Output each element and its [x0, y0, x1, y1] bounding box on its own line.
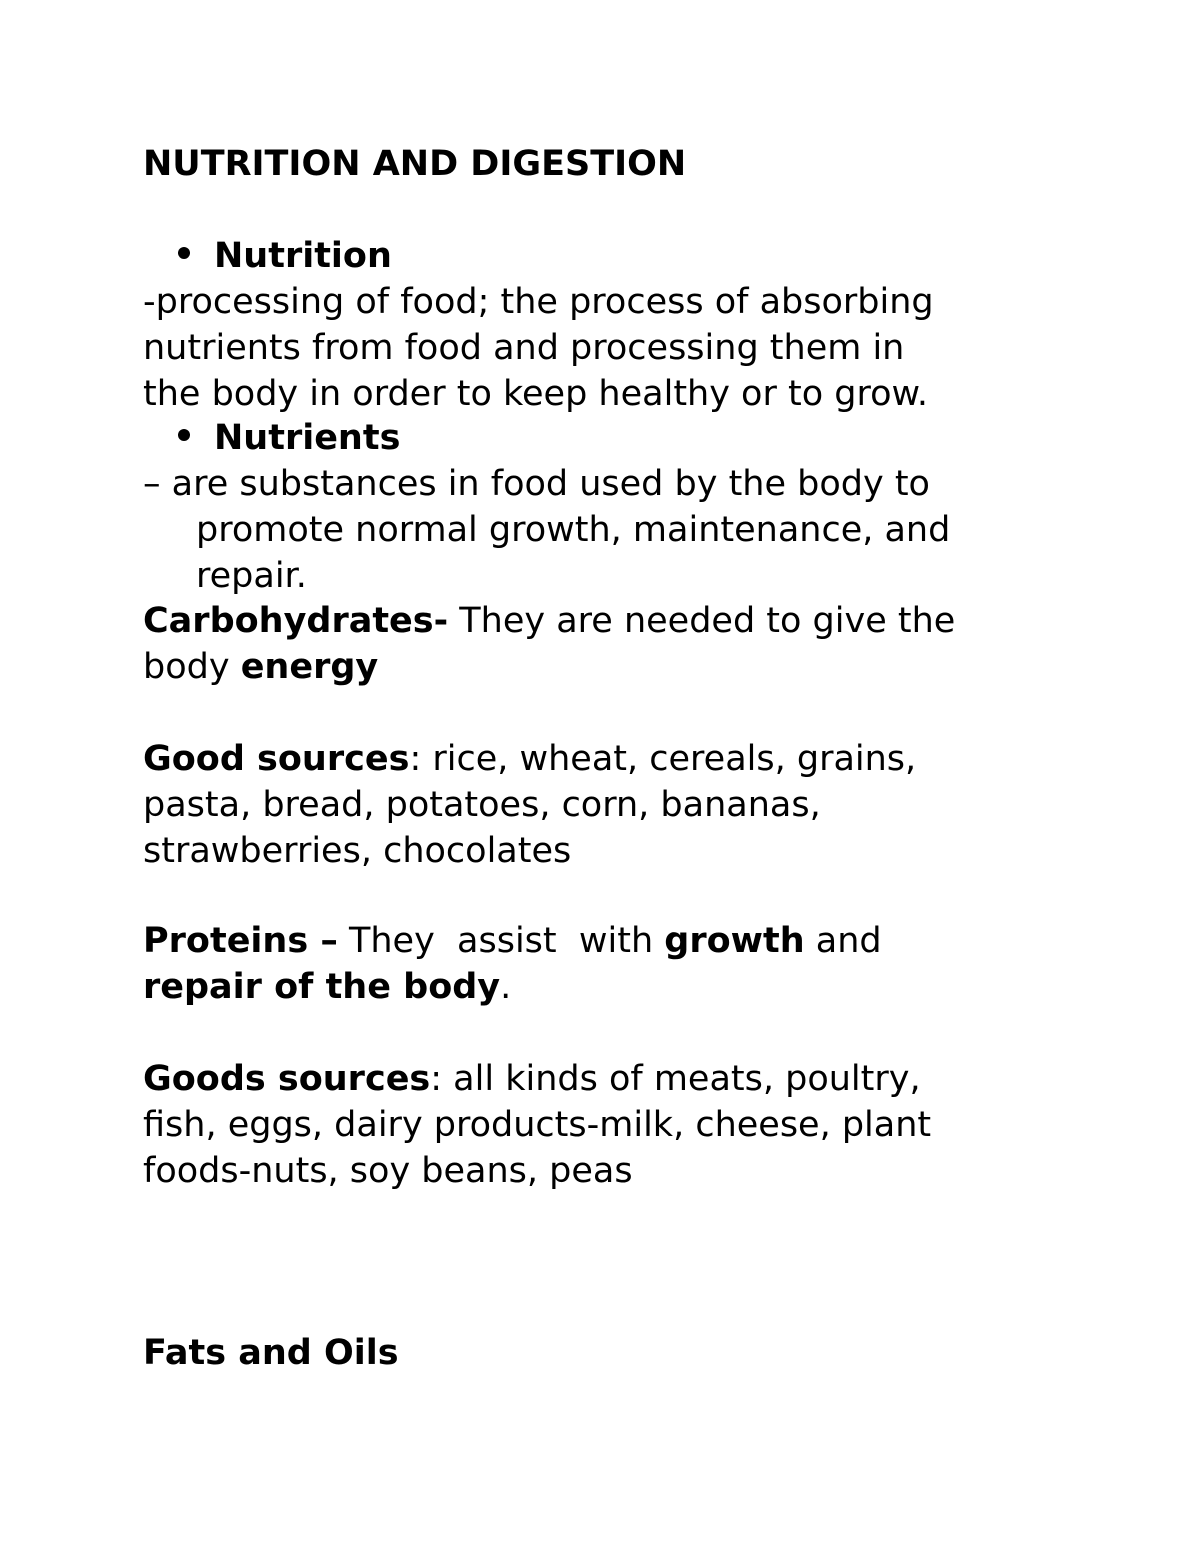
- nutrition-definition-line-3: the body in order to keep healthy or to grow.: [143, 374, 929, 414]
- proteins-period: .: [500, 967, 512, 1007]
- carb-sources-line-3: strawberries, chocolates: [143, 831, 572, 871]
- nutrients-definition-line-3: repair.: [196, 556, 307, 596]
- protein-sources-line-2: fish, eggs, dairy products-milk, cheese, plant: [143, 1105, 932, 1145]
- carb-sources-line-2: pasta, bread, potatoes, corn, bananas,: [143, 785, 821, 825]
- carbohydrates-term: Carbohydrates-: [143, 601, 449, 641]
- carbohydrates-line-2-text: body: [143, 647, 241, 687]
- carbohydrates-line-1: [143, 598, 955, 644]
- nutrients-heading: Nutrients: [214, 418, 401, 458]
- nutrients-definition-line-1: – are substances in food used by the body to: [143, 464, 930, 504]
- bullet-item-nutrition: [178, 233, 392, 279]
- carbohydrates-line-2: [143, 644, 378, 690]
- proteins-growth-term: growth: [664, 921, 805, 961]
- nutrition-heading: Nutrition: [214, 236, 392, 276]
- fats-and-oils-heading: Fats and Oils: [143, 1333, 399, 1373]
- nutrients-definition-line-2: promote normal growth, maintenance, and: [196, 510, 951, 550]
- proteins-line-1: [143, 918, 882, 964]
- proteins-term: Proteins –: [143, 921, 338, 961]
- nutrition-definition-line-1: -processing of food; the process of absorbing: [143, 282, 934, 322]
- protein-sources-line-3: foods-nuts, soy beans, peas: [143, 1151, 633, 1191]
- bullet-item-nutrients: [178, 415, 400, 461]
- proteins-description: They assist with: [337, 921, 665, 961]
- carbohydrates-description: They are needed to give the: [448, 601, 956, 641]
- carb-sources-line-1: [143, 736, 916, 782]
- carb-sources-list-start: : rice, wheat, cereals, grains,: [409, 739, 917, 779]
- protein-sources-list-start: : all kinds of meats, poultry,: [430, 1059, 921, 1099]
- protein-sources-label: Goods sources: [143, 1059, 431, 1099]
- carbohydrates-energy-term: energy: [240, 647, 379, 687]
- carb-sources-label: Good sources: [143, 739, 410, 779]
- proteins-repair-term: repair of the body: [143, 967, 501, 1007]
- proteins-and-text: and: [804, 921, 882, 961]
- proteins-line-2: [143, 964, 511, 1010]
- document-title: NUTRITION AND DIGESTION: [143, 144, 687, 184]
- nutrition-definition-line-2: nutrients from food and processing them in: [143, 328, 905, 368]
- protein-sources-line-1: [143, 1056, 921, 1102]
- bullet-icon: [178, 429, 190, 441]
- bullet-icon: [178, 247, 190, 259]
